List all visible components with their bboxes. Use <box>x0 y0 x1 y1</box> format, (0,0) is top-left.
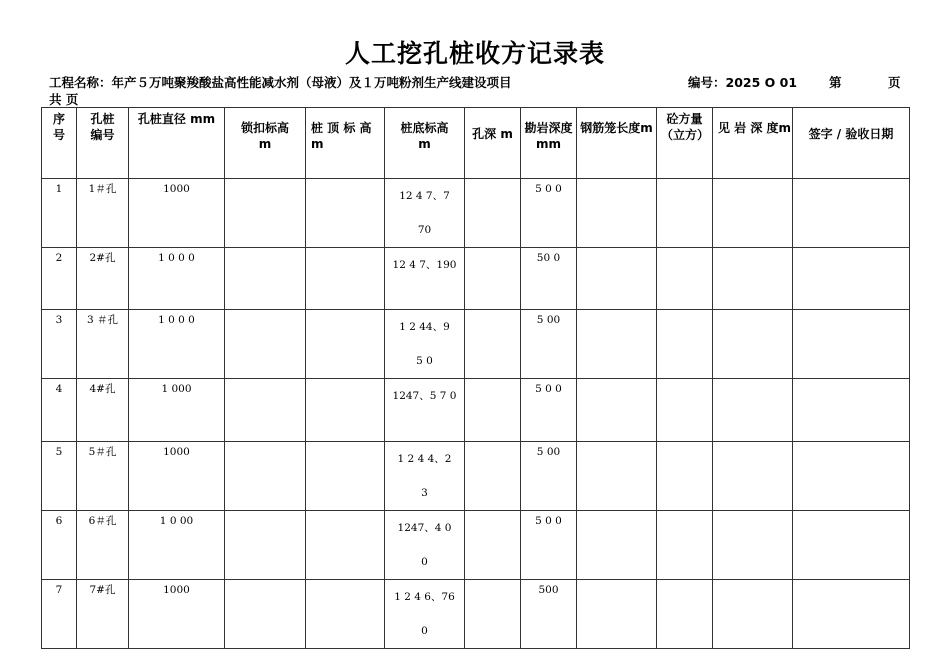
cell-rock-depth <box>713 511 793 580</box>
cell-top-elev <box>306 179 385 248</box>
cell-seq: 1 <box>42 179 77 248</box>
header-lock-elev: 锁扣标高m <box>225 108 306 179</box>
header-base-elev: 桩底标高m <box>385 108 465 179</box>
total-pages: 共 页 <box>49 92 79 107</box>
cell-survey-depth: 5 0 0 <box>521 511 577 580</box>
page-label: 第 <box>829 75 842 90</box>
cell-diameter: 1 0 0 0 <box>129 310 225 379</box>
cell-seq: 2 <box>42 248 77 310</box>
table-row <box>42 379 910 442</box>
cell-rock-depth <box>713 179 793 248</box>
cell-hole-depth <box>465 179 521 248</box>
cell-sign <box>793 310 910 379</box>
cell-lock-elev <box>225 179 306 248</box>
cell-base-elev: 1247、4 0 0 <box>385 511 465 580</box>
cell-pile-no: 3 ＃孔 <box>77 310 129 379</box>
table-row <box>42 511 910 580</box>
cell-base-elev: 1 2 44、9 5 0 <box>385 310 465 379</box>
cell-concrete <box>657 442 713 511</box>
cell-top-elev <box>306 580 385 649</box>
cell-seq: 6 <box>42 511 77 580</box>
cell-sign <box>793 248 910 310</box>
cell-diameter: 1 0 00 <box>129 511 225 580</box>
header-pile-no: 孔桩编号 <box>77 108 129 179</box>
cell-survey-depth: 50 0 <box>521 248 577 310</box>
table-row <box>42 179 910 248</box>
pile-record-table <box>41 107 910 649</box>
table-row <box>42 580 910 649</box>
cell-sign <box>793 511 910 580</box>
cell-base-elev: 1247、5 7 0 <box>385 379 465 442</box>
cell-pile-no: 5＃孔 <box>77 442 129 511</box>
cell-concrete <box>657 511 713 580</box>
cell-pile-no: 1＃孔 <box>77 179 129 248</box>
cell-base-elev: 12 4 7、7 70 <box>385 179 465 248</box>
cell-diameter: 1000 <box>129 442 225 511</box>
table-row <box>42 442 910 511</box>
header-seq: 序号 <box>42 108 77 179</box>
cell-pile-no: 2#孔 <box>77 248 129 310</box>
cell-lock-elev <box>225 248 306 310</box>
table-row <box>42 248 910 310</box>
cell-rock-depth <box>713 580 793 649</box>
cell-cage-len <box>577 179 657 248</box>
cell-top-elev <box>306 442 385 511</box>
cell-base-elev: 12 4 7、190 <box>385 248 465 310</box>
cell-rock-depth <box>713 379 793 442</box>
table-row <box>42 310 910 379</box>
cell-concrete <box>657 379 713 442</box>
cell-cage-len <box>577 511 657 580</box>
header-diameter: 孔桩直径 mm <box>129 108 225 179</box>
cell-lock-elev <box>225 379 306 442</box>
cell-top-elev <box>306 248 385 310</box>
cell-pile-no: 6＃孔 <box>77 511 129 580</box>
cell-pile-no: 7#孔 <box>77 580 129 649</box>
cell-seq: 7 <box>42 580 77 649</box>
cell-lock-elev <box>225 310 306 379</box>
cell-top-elev <box>306 511 385 580</box>
cell-lock-elev <box>225 580 306 649</box>
document-code: 编号：2025 O 01 <box>688 75 798 90</box>
cell-concrete <box>657 580 713 649</box>
cell-cage-len <box>577 442 657 511</box>
cell-cage-len <box>577 379 657 442</box>
cell-diameter: 1 000 <box>129 379 225 442</box>
cell-sign <box>793 379 910 442</box>
header-hole-depth: 孔深 m <box>465 108 521 179</box>
header-survey-depth: 勘岩深度 mm <box>521 108 577 179</box>
cell-survey-depth: 5 00 <box>521 442 577 511</box>
cell-concrete <box>657 310 713 379</box>
project-name: 工程名称：年产５万吨聚羧酸盐高性能减水剂（母液）及１万吨粉剂生产线建设项目 <box>49 75 512 90</box>
cell-concrete <box>657 179 713 248</box>
header-top-elev: 桩 顶 标 高m <box>306 108 385 179</box>
cell-concrete <box>657 248 713 310</box>
header-rock-depth: 见 岩 深 度m <box>713 108 793 179</box>
cell-rock-depth <box>713 310 793 379</box>
cell-sign <box>793 179 910 248</box>
cell-survey-depth: 5 0 0 <box>521 379 577 442</box>
cell-top-elev <box>306 310 385 379</box>
cell-sign <box>793 580 910 649</box>
cell-cage-len <box>577 580 657 649</box>
cell-rock-depth <box>713 442 793 511</box>
table-header-row <box>42 108 910 179</box>
cell-rock-depth <box>713 248 793 310</box>
cell-hole-depth <box>465 310 521 379</box>
cell-hole-depth <box>465 442 521 511</box>
cell-cage-len <box>577 310 657 379</box>
cell-pile-no: 4#孔 <box>77 379 129 442</box>
cell-cage-len <box>577 248 657 310</box>
cell-base-elev: 1 2 4 6、76 0 <box>385 580 465 649</box>
cell-sign <box>793 442 910 511</box>
cell-lock-elev <box>225 511 306 580</box>
page-unit: 页 <box>888 75 901 90</box>
cell-diameter: 1 0 0 0 <box>129 248 225 310</box>
cell-hole-depth <box>465 379 521 442</box>
cell-seq: 3 <box>42 310 77 379</box>
cell-seq: 5 <box>42 442 77 511</box>
cell-base-elev: 1 2 4 4、2 3 <box>385 442 465 511</box>
cell-survey-depth: 5 00 <box>521 310 577 379</box>
header-cage-length: 钢筋笼长度m <box>577 108 657 179</box>
cell-hole-depth <box>465 580 521 649</box>
cell-hole-depth <box>465 248 521 310</box>
header-concrete: 砼方量（立方） <box>657 108 713 179</box>
cell-seq: 4 <box>42 379 77 442</box>
cell-survey-depth: 500 <box>521 580 577 649</box>
document-title: 人工挖孔桩收方记录表 <box>344 39 605 68</box>
cell-diameter: 1000 <box>129 179 225 248</box>
cell-lock-elev <box>225 442 306 511</box>
header-sign: 签字 / 验收日期 <box>793 108 910 179</box>
cell-diameter: 1000 <box>129 580 225 649</box>
cell-top-elev <box>306 379 385 442</box>
cell-hole-depth <box>465 511 521 580</box>
cell-survey-depth: 5 0 0 <box>521 179 577 248</box>
